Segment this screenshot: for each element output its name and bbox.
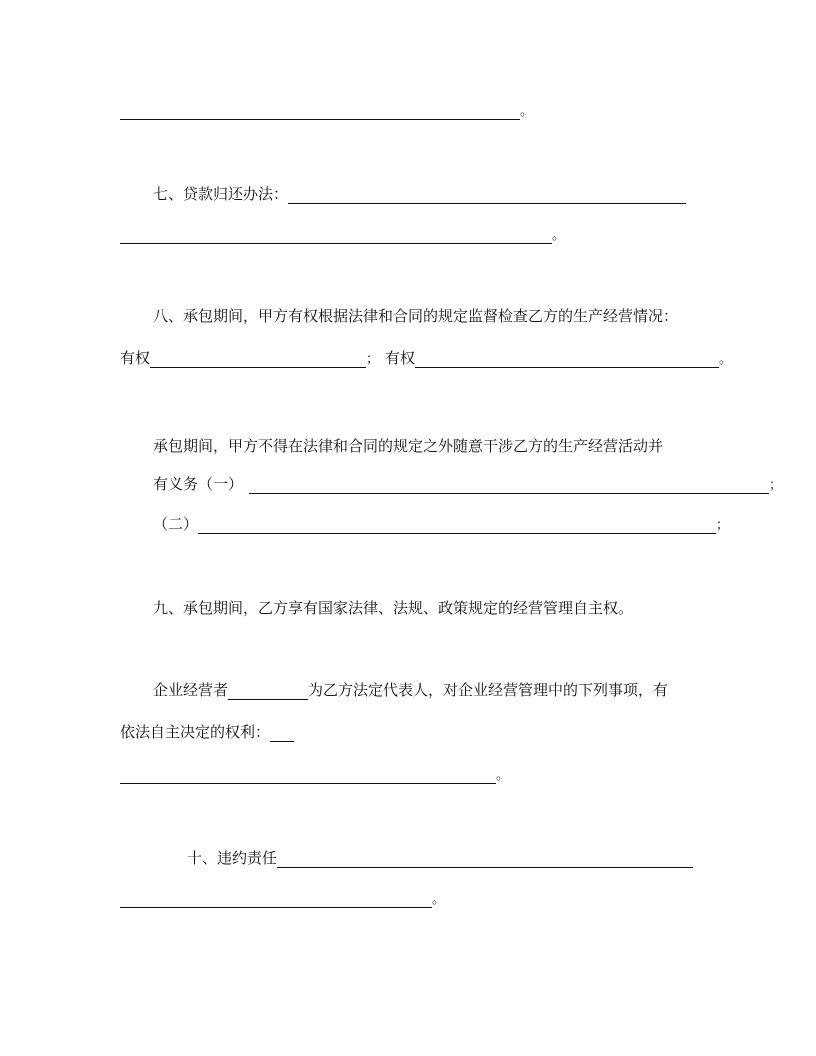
period: 。 bbox=[432, 892, 446, 907]
s8-duty-1-line bbox=[153, 470, 782, 494]
fill-in-blank[interactable] bbox=[120, 101, 520, 120]
duty-1-blank[interactable] bbox=[249, 475, 769, 494]
s8-duty-2-line bbox=[153, 510, 729, 534]
semicolon: ； bbox=[769, 478, 783, 493]
duty-2-label: （二） bbox=[153, 515, 199, 533]
repayment-method-blank[interactable] bbox=[288, 185, 686, 204]
right-a-label: 有权 bbox=[120, 349, 151, 367]
right-a-blank[interactable] bbox=[150, 349, 366, 368]
s8-line-1 bbox=[153, 302, 678, 326]
s10-continuation-line bbox=[120, 884, 445, 908]
s8-text-3: 承包期间，甲方不得在法律和合同的规定之外随意干涉乙方的生产经营活动并 bbox=[153, 437, 664, 455]
representative-label: 企业经营者 bbox=[153, 681, 229, 699]
separator: ； bbox=[366, 352, 380, 367]
s9-rights-line bbox=[120, 718, 294, 742]
s9-text-1: 九、承包期间，乙方享有国家法律、法规、政策规定的经营管理自主权。 bbox=[153, 599, 634, 617]
period: 。 bbox=[520, 104, 534, 119]
s9-continuation-line bbox=[120, 760, 509, 784]
s9-line-1 bbox=[153, 594, 633, 618]
breach-liability-blank[interactable] bbox=[277, 849, 693, 868]
repayment-method-blank-2[interactable] bbox=[120, 225, 552, 244]
s9-representative-line bbox=[153, 676, 668, 700]
representative-name-blank[interactable] bbox=[228, 681, 308, 700]
semicolon: ； bbox=[716, 518, 730, 533]
breach-liability-blank-2[interactable] bbox=[120, 889, 432, 908]
s7-continuation-line bbox=[120, 220, 565, 244]
duty-2-blank[interactable] bbox=[198, 515, 716, 534]
s8-rights-line bbox=[120, 344, 732, 368]
representative-text: 为乙方法定代表人，对企业经营管理中的下列事项，有 bbox=[308, 681, 669, 699]
rights-label: 依法自主决定的权利： bbox=[120, 723, 271, 741]
period: 。 bbox=[552, 228, 566, 243]
s8-text-1: 八、承包期间，甲方有权根据法律和合同的规定监督检查乙方的生产经营情况： bbox=[153, 307, 679, 325]
s7-heading-line bbox=[153, 180, 686, 204]
right-b-label: 有权 bbox=[385, 349, 416, 367]
s8-line-3 bbox=[153, 432, 663, 456]
rights-blank-short[interactable] bbox=[270, 723, 294, 742]
period: 。 bbox=[719, 352, 733, 367]
s10-label: 十、违约责任 bbox=[187, 849, 278, 867]
period: 。 bbox=[496, 768, 510, 783]
s7-label: 七、贷款归还办法： bbox=[153, 185, 289, 203]
duty-1-label: 有义务（一） bbox=[153, 475, 244, 493]
right-b-blank[interactable] bbox=[415, 349, 719, 368]
s6-line bbox=[120, 96, 533, 120]
rights-blank[interactable] bbox=[120, 765, 496, 784]
s10-heading-line bbox=[187, 844, 693, 868]
